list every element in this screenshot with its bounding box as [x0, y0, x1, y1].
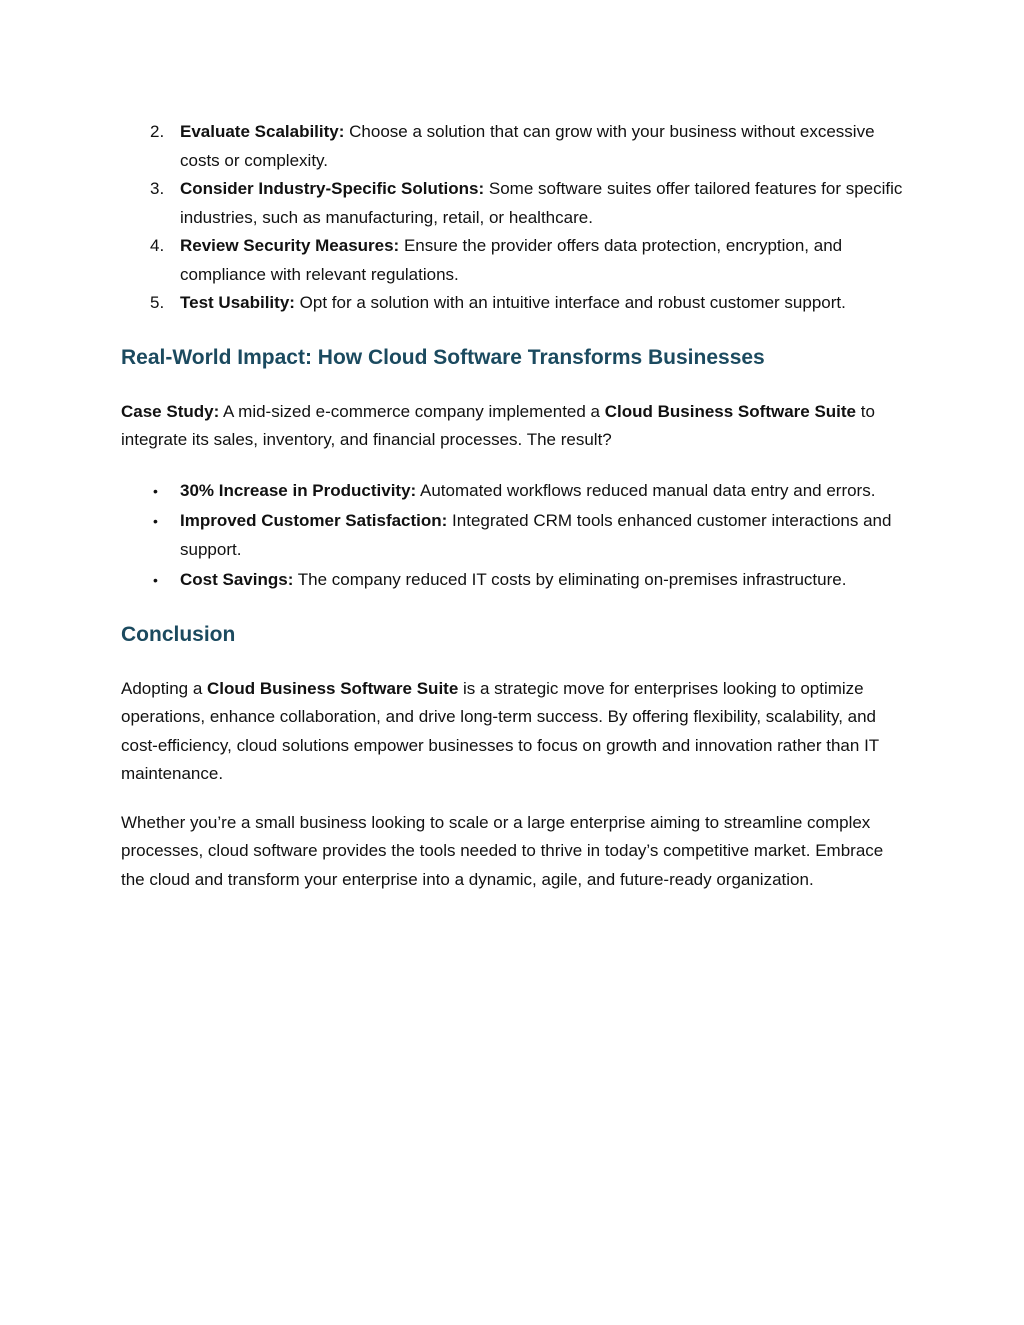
list-number: 5. — [150, 293, 165, 312]
case-study-emphasis: Cloud Business Software Suite — [604, 401, 857, 421]
conclusion-text: is a strategic move for enterprises looking to optimize operations, enhance collaboration, and drive long-term success. By offering flexibility, scalability, and cost-efficiency, cloud solutions empower businesses to focus on growth and innovation rather than IT maintenance. — [121, 678, 879, 783]
bullet-item — [121, 507, 911, 564]
list-item — [121, 175, 911, 232]
bullet-title: Cost Savings: — [180, 570, 294, 589]
list-item-text: Choose a solution that can grow with your business without excessive costs or complexity. — [180, 122, 875, 170]
list-number: 4. — [150, 236, 165, 255]
bullet-item — [121, 566, 911, 595]
list-item-title: Test Usability: — [180, 293, 295, 312]
bullet-item — [121, 477, 911, 506]
bullet-title: 30% Increase in Productivity: — [180, 480, 417, 500]
closing-paragraph: Whether you’re a small business looking to scale or a large enterprise aiming to streamline complex processes, cloud software provides the tools needed to thrive in today’s competitive market. Embrace the cloud and transform your enterprise into a dynamic, agile, and future-ready organization. — [121, 812, 884, 889]
list-item — [121, 289, 911, 318]
bullet-icon: • — [153, 482, 158, 499]
bullet-title: Improved Customer Satisfaction: — [180, 511, 448, 530]
list-item-text: Some software suites offer tailored features for specific industries, such as manufacturing, retail, or healthcare. — [180, 179, 903, 227]
conclusion-text: Adopting a — [121, 678, 208, 698]
list-number: 3. — [150, 179, 165, 198]
bullet-icon: • — [153, 572, 158, 588]
case-study-label: Case Study: — [121, 401, 220, 421]
bullet-text: Integrated CRM tools enhanced customer interactions and support. — [180, 511, 892, 559]
case-study-paragraph — [121, 398, 911, 455]
results-bullet-list — [121, 477, 911, 595]
section-heading-impact: Real-World Impact: How Cloud Software Transforms Businesses — [121, 345, 765, 369]
bullet-text: Automated workflows reduced manual data entry and errors. — [416, 480, 876, 500]
conclusion-paragraph — [121, 675, 911, 789]
case-study-text: A mid-sized e-commerce company implemented a — [219, 401, 605, 421]
bullet-text: The company reduced IT costs by eliminating on-premises infrastructure. — [293, 570, 847, 589]
list-number: 2. — [150, 122, 165, 141]
bullet-icon: • — [153, 513, 158, 529]
section-heading-conclusion: Conclusion — [121, 622, 236, 646]
list-item-text: Ensure the provider offers data protection, encryption, and compliance with relevant regulations. — [180, 236, 843, 284]
list-item — [121, 232, 911, 289]
list-item-title: Consider Industry-Specific Solutions: — [180, 179, 485, 198]
list-item — [121, 118, 911, 175]
list-item-text: Opt for a solution with an intuitive interface and robust customer support. — [294, 293, 846, 312]
case-study-text: to integrate its sales, inventory, and financial processes. The result? — [121, 401, 875, 449]
list-item-title: Evaluate Scalability: — [180, 122, 345, 141]
list-item-title: Review Security Measures: — [180, 236, 400, 255]
document-page — [121, 118, 911, 894]
conclusion-emphasis: Cloud Business Software Suite — [207, 678, 459, 698]
numbered-list — [121, 118, 911, 318]
